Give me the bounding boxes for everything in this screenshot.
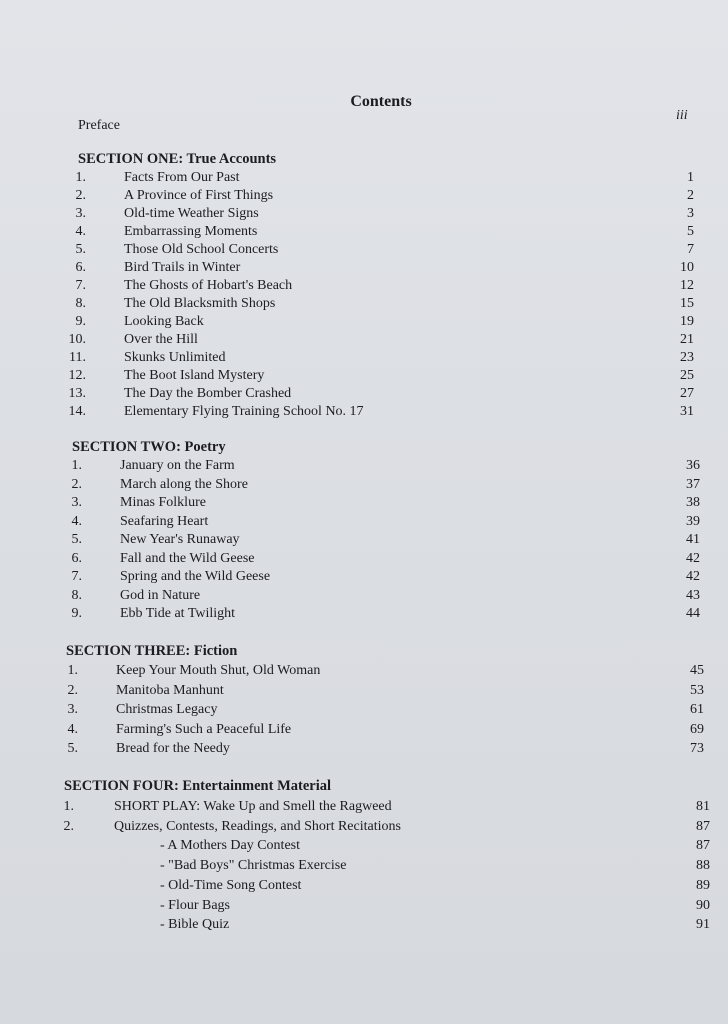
entry-title: Facts From Our Past	[124, 170, 240, 185]
entry-page-number: 90	[696, 897, 710, 913]
entry-page-number: 38	[686, 495, 700, 510]
entry-title: Spring and the Wild Geese	[120, 569, 271, 584]
entry-page-number: 21	[680, 332, 694, 347]
section-four-heading: SECTION FOUR: Entertainment Material	[64, 778, 332, 794]
toc-entry	[0, 385, 728, 403]
toc-entry	[0, 295, 728, 313]
entry-title: Skunks Unlimited	[124, 350, 226, 365]
entry-title: January on the Farm	[120, 458, 235, 473]
entry-title: The Old Blacksmith Shops	[124, 296, 276, 311]
toc-entry	[0, 476, 728, 494]
entry-number: 9.	[71, 606, 82, 621]
entry-page-number: 73	[690, 741, 704, 756]
toc-entry	[0, 403, 728, 421]
entry-title: The Ghosts of Hobart's Beach	[124, 278, 293, 293]
entry-title: Elementary Flying Training School No. 17	[124, 404, 364, 419]
entry-page-number: 91	[696, 917, 710, 933]
entry-page-number: 39	[686, 513, 700, 529]
entry-number: 1.	[75, 170, 86, 185]
toc-entry	[0, 682, 728, 700]
entry-number: 6.	[75, 260, 86, 275]
entry-page-number: 23	[680, 350, 694, 365]
entry-number: 13.	[68, 386, 86, 401]
entry-number: 10.	[68, 332, 86, 347]
entry-number: 6.	[71, 550, 82, 566]
toc-subentry	[0, 877, 728, 895]
preface-page-number: iii	[676, 108, 688, 123]
entry-page-number: 27	[680, 386, 694, 401]
entry-title: Christmas Legacy	[116, 702, 218, 717]
entry-title: Manitoba Manhunt	[116, 682, 224, 698]
entry-page-number: 7	[687, 242, 694, 257]
entry-title: Seafaring Heart	[120, 513, 209, 529]
entry-title: - Flour Bags	[160, 897, 230, 913]
entry-number: 1.	[63, 799, 74, 814]
toc-entry	[0, 740, 728, 758]
entry-title: The Day the Bomber Crashed	[124, 386, 292, 401]
entry-title: - Bible Quiz	[160, 917, 230, 933]
entry-number: 2.	[67, 682, 78, 698]
entry-title: - "Bad Boys" Christmas Exercise	[160, 858, 347, 874]
toc-entry	[0, 313, 728, 331]
entry-page-number: 69	[690, 721, 704, 737]
entry-page-number: 3	[687, 206, 694, 221]
entry-page-number: 5	[687, 224, 694, 239]
entry-page-number: 42	[686, 569, 700, 584]
entry-title: - Old-Time Song Contest	[160, 877, 302, 893]
entry-title: March along the Shore	[120, 476, 248, 492]
toc-entry	[0, 513, 728, 531]
entry-number: 1.	[71, 458, 82, 473]
entry-page-number: 87	[696, 838, 710, 854]
toc-entry	[0, 223, 728, 241]
entry-title: New Year's Runaway	[120, 532, 240, 547]
entry-title: - A Mothers Day Contest	[160, 838, 300, 854]
entry-title: Minas Folklure	[120, 495, 206, 510]
entry-page-number: 44	[686, 606, 700, 621]
entry-page-number: 87	[696, 818, 710, 834]
toc-entry	[0, 494, 728, 512]
entry-title: Keep Your Mouth Shut, Old Woman	[116, 663, 321, 678]
toc-subentry	[0, 837, 728, 855]
entry-page-number: 43	[686, 587, 700, 603]
entry-number: 11.	[69, 350, 86, 365]
section-two-heading: SECTION TWO: Poetry	[72, 439, 226, 455]
entry-number: 5.	[71, 532, 82, 547]
entry-page-number: 31	[680, 404, 694, 419]
entry-title: Quizzes, Contests, Readings, and Short Recitations	[114, 818, 401, 834]
toc-subentry	[0, 857, 728, 875]
entry-page-number: 36	[686, 458, 700, 473]
entry-number: 5.	[67, 741, 78, 756]
entry-number: 2.	[71, 476, 82, 492]
entry-number: 7.	[75, 278, 86, 293]
entry-title: God in Nature	[120, 587, 201, 603]
section-one-heading: SECTION ONE: True Accounts	[78, 151, 277, 167]
entry-number: 3.	[75, 206, 86, 221]
section-three-heading: SECTION THREE: Fiction	[66, 643, 238, 659]
entry-title: The Boot Island Mystery	[124, 368, 265, 383]
entry-page-number: 81	[696, 799, 710, 814]
entry-number: 1.	[67, 663, 78, 678]
entry-title: Over the Hill	[124, 332, 198, 347]
toc-entry	[0, 798, 728, 816]
toc-entry	[0, 277, 728, 295]
toc-entry	[0, 205, 728, 223]
entry-page-number: 12	[680, 278, 694, 293]
entry-title: Embarrassing Moments	[124, 224, 258, 239]
toc-entry	[0, 531, 728, 549]
toc-entry	[0, 721, 728, 739]
toc-entry	[0, 457, 728, 475]
entry-number: 2.	[75, 188, 86, 203]
toc-entry	[0, 701, 728, 719]
toc-entry	[0, 187, 728, 205]
entry-number: 4.	[71, 513, 82, 529]
entry-page-number: 10	[680, 260, 694, 275]
entry-page-number: 37	[686, 476, 700, 492]
entry-page-number: 53	[690, 682, 704, 698]
toc-subentry	[0, 916, 728, 934]
entry-title: Those Old School Concerts	[124, 242, 279, 257]
entry-number: 3.	[67, 702, 78, 717]
entry-number: 5.	[75, 242, 86, 257]
entry-title: Ebb Tide at Twilight	[120, 606, 236, 621]
entry-number: 4.	[75, 224, 86, 239]
page-title: Contents	[350, 93, 412, 110]
toc-entry	[0, 605, 728, 623]
toc-entry	[0, 550, 728, 568]
entry-page-number: 42	[686, 550, 700, 566]
entry-page-number: 1	[687, 170, 694, 185]
entry-page-number: 89	[696, 877, 710, 893]
preface-label: Preface	[78, 118, 120, 133]
toc-subentry	[0, 897, 728, 915]
entry-page-number: 2	[687, 188, 694, 203]
entry-title: Old-time Weather Signs	[124, 206, 259, 221]
entry-page-number: 88	[696, 858, 710, 874]
toc-entry	[0, 367, 728, 385]
toc-entry	[0, 818, 728, 836]
entry-number: 14.	[68, 404, 86, 419]
entry-number: 4.	[67, 721, 78, 737]
entry-title: Bird Trails in Winter	[124, 260, 241, 275]
entry-page-number: 15	[680, 296, 694, 311]
entry-page-number: 19	[680, 314, 694, 329]
toc-entry	[0, 331, 728, 349]
entry-number: 7.	[71, 569, 82, 584]
entry-title: SHORT PLAY: Wake Up and Smell the Ragweed	[114, 799, 392, 814]
toc-entry	[0, 169, 728, 187]
entry-number: 12.	[68, 368, 86, 383]
entry-page-number: 45	[690, 663, 704, 678]
entry-number: 2.	[63, 818, 74, 834]
toc-entry	[0, 349, 728, 367]
toc-entry	[0, 587, 728, 605]
entry-title: Fall and the Wild Geese	[120, 550, 255, 566]
toc-entry	[0, 662, 728, 680]
entry-title: Farming's Such a Peaceful Life	[116, 721, 292, 737]
entry-number: 9.	[75, 314, 86, 329]
entry-number: 8.	[75, 296, 86, 311]
entry-title: Bread for the Needy	[116, 741, 230, 756]
entry-number: 8.	[71, 587, 82, 603]
entry-number: 3.	[71, 495, 82, 510]
toc-entry	[0, 241, 728, 259]
entry-title: A Province of First Things	[124, 188, 274, 203]
entry-title: Looking Back	[124, 314, 204, 329]
entry-page-number: 25	[680, 368, 694, 383]
toc-entry	[0, 568, 728, 586]
toc-entry	[0, 259, 728, 277]
entry-page-number: 41	[686, 532, 700, 547]
entry-page-number: 61	[690, 702, 704, 717]
